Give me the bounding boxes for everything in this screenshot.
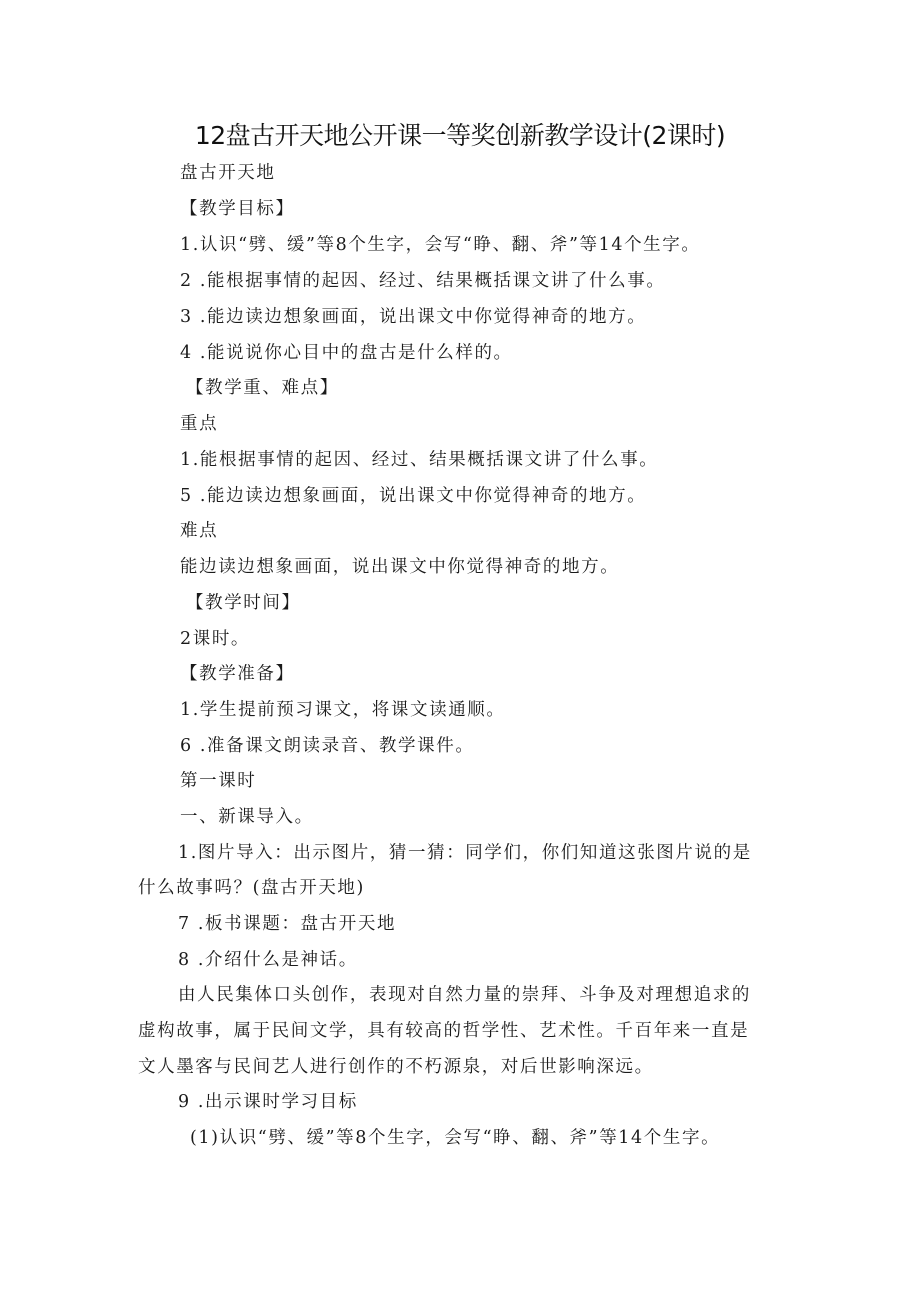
- paragraph-line: 8 .介绍什么是神话。: [178, 950, 358, 970]
- goal-item-4: 4 .能说说你心目中的盘古是什么样的。: [180, 343, 513, 363]
- subheading-difficulty: 难点: [180, 521, 219, 541]
- section-heading-preparation: 【教学准备】: [180, 664, 295, 684]
- subheading-key-point: 重点: [180, 414, 219, 434]
- paragraph-line: 9 .出示课时学习目标: [178, 1092, 358, 1112]
- paragraph-line: 虚构故事，属于民间文学，具有较高的哲学性、艺术性。千百年来一直是: [138, 1021, 750, 1041]
- time-text: 2课时。: [180, 629, 251, 649]
- document-title: 12盘古开天地公开课一等奖创新教学设计(2课时): [194, 121, 726, 150]
- paragraph-line: 文人墨客与民间艺人进行创作的不朽源泉，对后世影响深远。: [138, 1057, 654, 1077]
- paragraph-line: (1)认识“劈、缓”等8个生字，会写“睁、翻、斧”等14个生字。: [190, 1128, 721, 1148]
- paragraph-line: 由人民集体口头创作，表现对自然力量的崇拜、斗争及对理想追求的: [178, 985, 751, 1005]
- lesson-name: 盘古开天地: [180, 163, 276, 183]
- goal-item-3: 3 .能边读边想象画面，说出课文中你觉得神奇的地方。: [180, 307, 647, 327]
- paragraph-line: 什么故事吗？(盘古开天地): [138, 878, 365, 898]
- preparation-item-2: 6 .准备课文朗读录音、教学课件。: [180, 736, 475, 756]
- first-lesson-heading: 第一课时: [180, 771, 257, 791]
- key-point-item-1: 1.能根据事情的起因、经过、结果概括课文讲了什么事。: [180, 450, 659, 470]
- paragraph-line: 7 .板书课题：盘古开天地: [178, 914, 397, 934]
- goal-item-1: 1.认识“劈、缓”等8个生字，会写“睁、翻、斧”等14个生字。: [180, 235, 701, 255]
- difficulty-text: 能边读边想象画面，说出课文中你觉得神奇的地方。: [180, 557, 620, 577]
- section-heading-goals: 【教学目标】: [180, 199, 295, 219]
- goal-item-2: 2 .能根据事情的起因、经过、结果概括课文讲了什么事。: [180, 271, 666, 291]
- section-heading-time: 【教学时间】: [186, 593, 301, 613]
- step-heading-intro: 一、新课导入。: [180, 807, 314, 827]
- paragraph-line: 1.图片导入：出示图片，猜一猜：同学们，你们知道这张图片说的是: [178, 843, 752, 863]
- preparation-item-1: 1.学生提前预习课文，将课文读通顺。: [180, 700, 506, 720]
- key-point-item-2: 5 .能边读边想象画面，说出课文中你觉得神奇的地方。: [180, 486, 647, 506]
- section-heading-key-points: 【教学重、难点】: [186, 378, 339, 398]
